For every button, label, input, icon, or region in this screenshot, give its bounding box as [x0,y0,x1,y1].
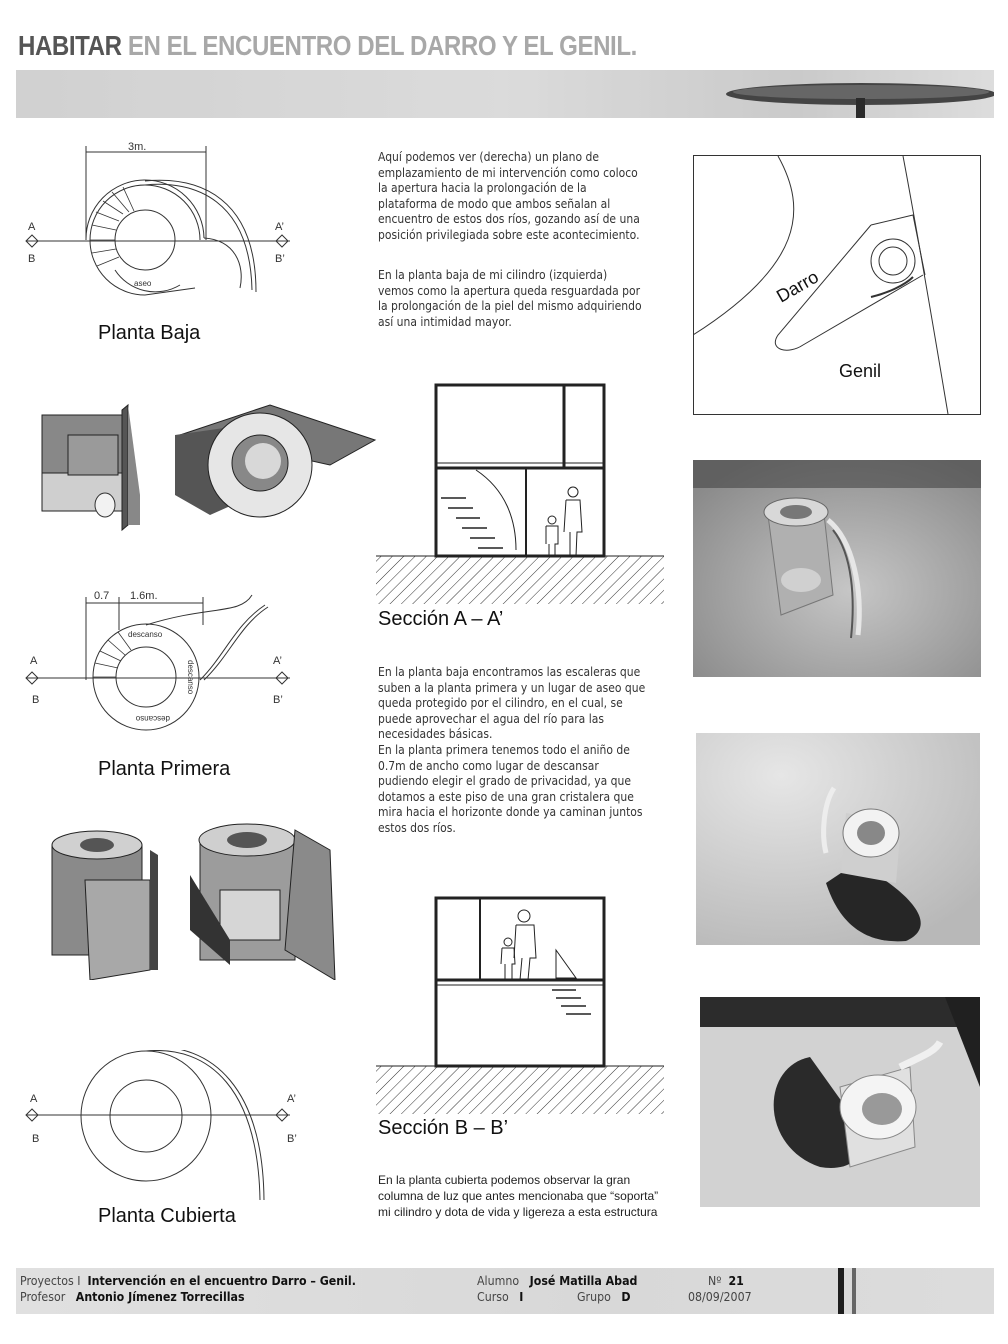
model-photo-2 [696,733,980,945]
dimension-3m: 3m. [128,141,147,153]
label-a-prime: A’ [275,221,284,233]
label-b: B [32,1133,40,1145]
planta-baja-drawing [20,140,300,315]
planta-primera-title: Planta Primera [98,758,231,780]
label-b-prime: B’ [287,1133,297,1145]
room-label-descanso-right: descanso [186,660,195,695]
curso-value: I [519,1290,524,1304]
footer-line-1 [20,1274,356,1288]
dimension-0-7: 0.7 [94,590,110,602]
footer-student [477,1274,637,1288]
header-banner [16,70,994,118]
room-label-descanso-top: descanso [128,630,163,639]
label-b: B [28,253,36,265]
section-aa-title: Sección A – A’ [378,608,504,630]
model-3d-baja [30,395,380,535]
label-a-prime: A’ [273,655,282,667]
footer-grupo [577,1290,631,1304]
paragraph-planta-cubierta: En la planta cubierta podemos observar la gran columna de luz que antes mencionaba que “soporta” mi cilindro y dota de vida y ligereza a esta estructura [378,1173,659,1219]
student-name: José Matilla Abad [529,1274,638,1288]
label-a: A [28,221,36,233]
course-label: Proyectos I [20,1274,81,1288]
model-3d-primera [30,820,350,980]
paragraph-planta-baja: En la planta baja de mi cilindro (izquierda) vemos como la apertura queda resguardada por la prolongación de la piel del mismo adquiriendo así una intimidad mayor. [378,268,642,329]
planta-baja-title: Planta Baja [98,322,201,344]
number-label: Nº [708,1274,722,1288]
room-label-descanso-bottom: descanso [135,714,170,723]
grupo-value: D [621,1290,631,1304]
river-label-genil: Genil [839,361,882,381]
curso-label: Curso [477,1290,509,1304]
title-part-1: HABITAR [18,30,122,61]
site-plan-drawing [693,155,981,415]
grupo-label: Grupo [577,1290,611,1304]
label-b-prime: B’ [275,253,285,265]
footer-curso [477,1290,523,1304]
dimension-1-6m: 1.6m. [130,590,158,602]
model-photo-3 [700,997,980,1207]
section-aa-drawing [376,380,666,605]
footer-line-2 [20,1290,245,1304]
model-photo-1 [693,460,981,677]
label-a-prime: A’ [287,1093,296,1105]
student-label: Alumno [477,1274,520,1288]
number-value: 21 [728,1274,744,1288]
section-bb-drawing [376,890,666,1115]
footer-number [708,1274,744,1288]
label-a: A [30,1093,38,1105]
project-name: Intervención en el encuentro Darro – Genil. [87,1274,356,1288]
paragraph-planta-primera: En la planta primera tenemos todo el aniño de 0.7m de ancho como lugar de descansar pudiendo elegir el grado de privacidad, ya que dotamos a este piso de una gran cristalera que mira hacia el horizonte donde ya caminan juntos estos dos ríos. [378,743,643,835]
label-b: B [32,694,40,706]
label-b-prime: B’ [273,694,283,706]
room-label-aseo: aseo [134,279,152,288]
paragraph-emplazamiento: Aquí podemos ver (derecha) un plano de emplazamiento de mi intervención como coloco la apertura hacia la prolongación de la plataforma de modo que ambos señalan al encuentro de estos dos ríos, gozando así de una posición privilegiada sobre este acontecimiento. [378,150,640,242]
label-a: A [30,655,38,667]
paragraph-planta-baja-escaleras: En la planta baja encontramos las escaleras que suben a la planta primera y un lugar de aseo que queda protegido por el cilindro, en el cual, se puede aprovechar el agua del río para las necesidades básicas. [378,665,646,741]
planta-cubierta-title: Planta Cubierta [98,1205,236,1227]
title-part-2: EN EL ENCUENTRO DEL DARRO Y EL GENIL. [127,30,637,61]
planta-primera-drawing [20,585,300,745]
river-label-darro: Darro [773,266,822,307]
page-title [18,30,637,62]
planta-cubierta-drawing [20,1050,300,1200]
footer-date: 08/09/2007 [688,1290,752,1304]
section-bb-title: Sección B – B’ [378,1117,509,1139]
professor-name: Antonio Jímenez Torrecillas [75,1290,245,1304]
professor-label: Profesor [20,1290,66,1304]
